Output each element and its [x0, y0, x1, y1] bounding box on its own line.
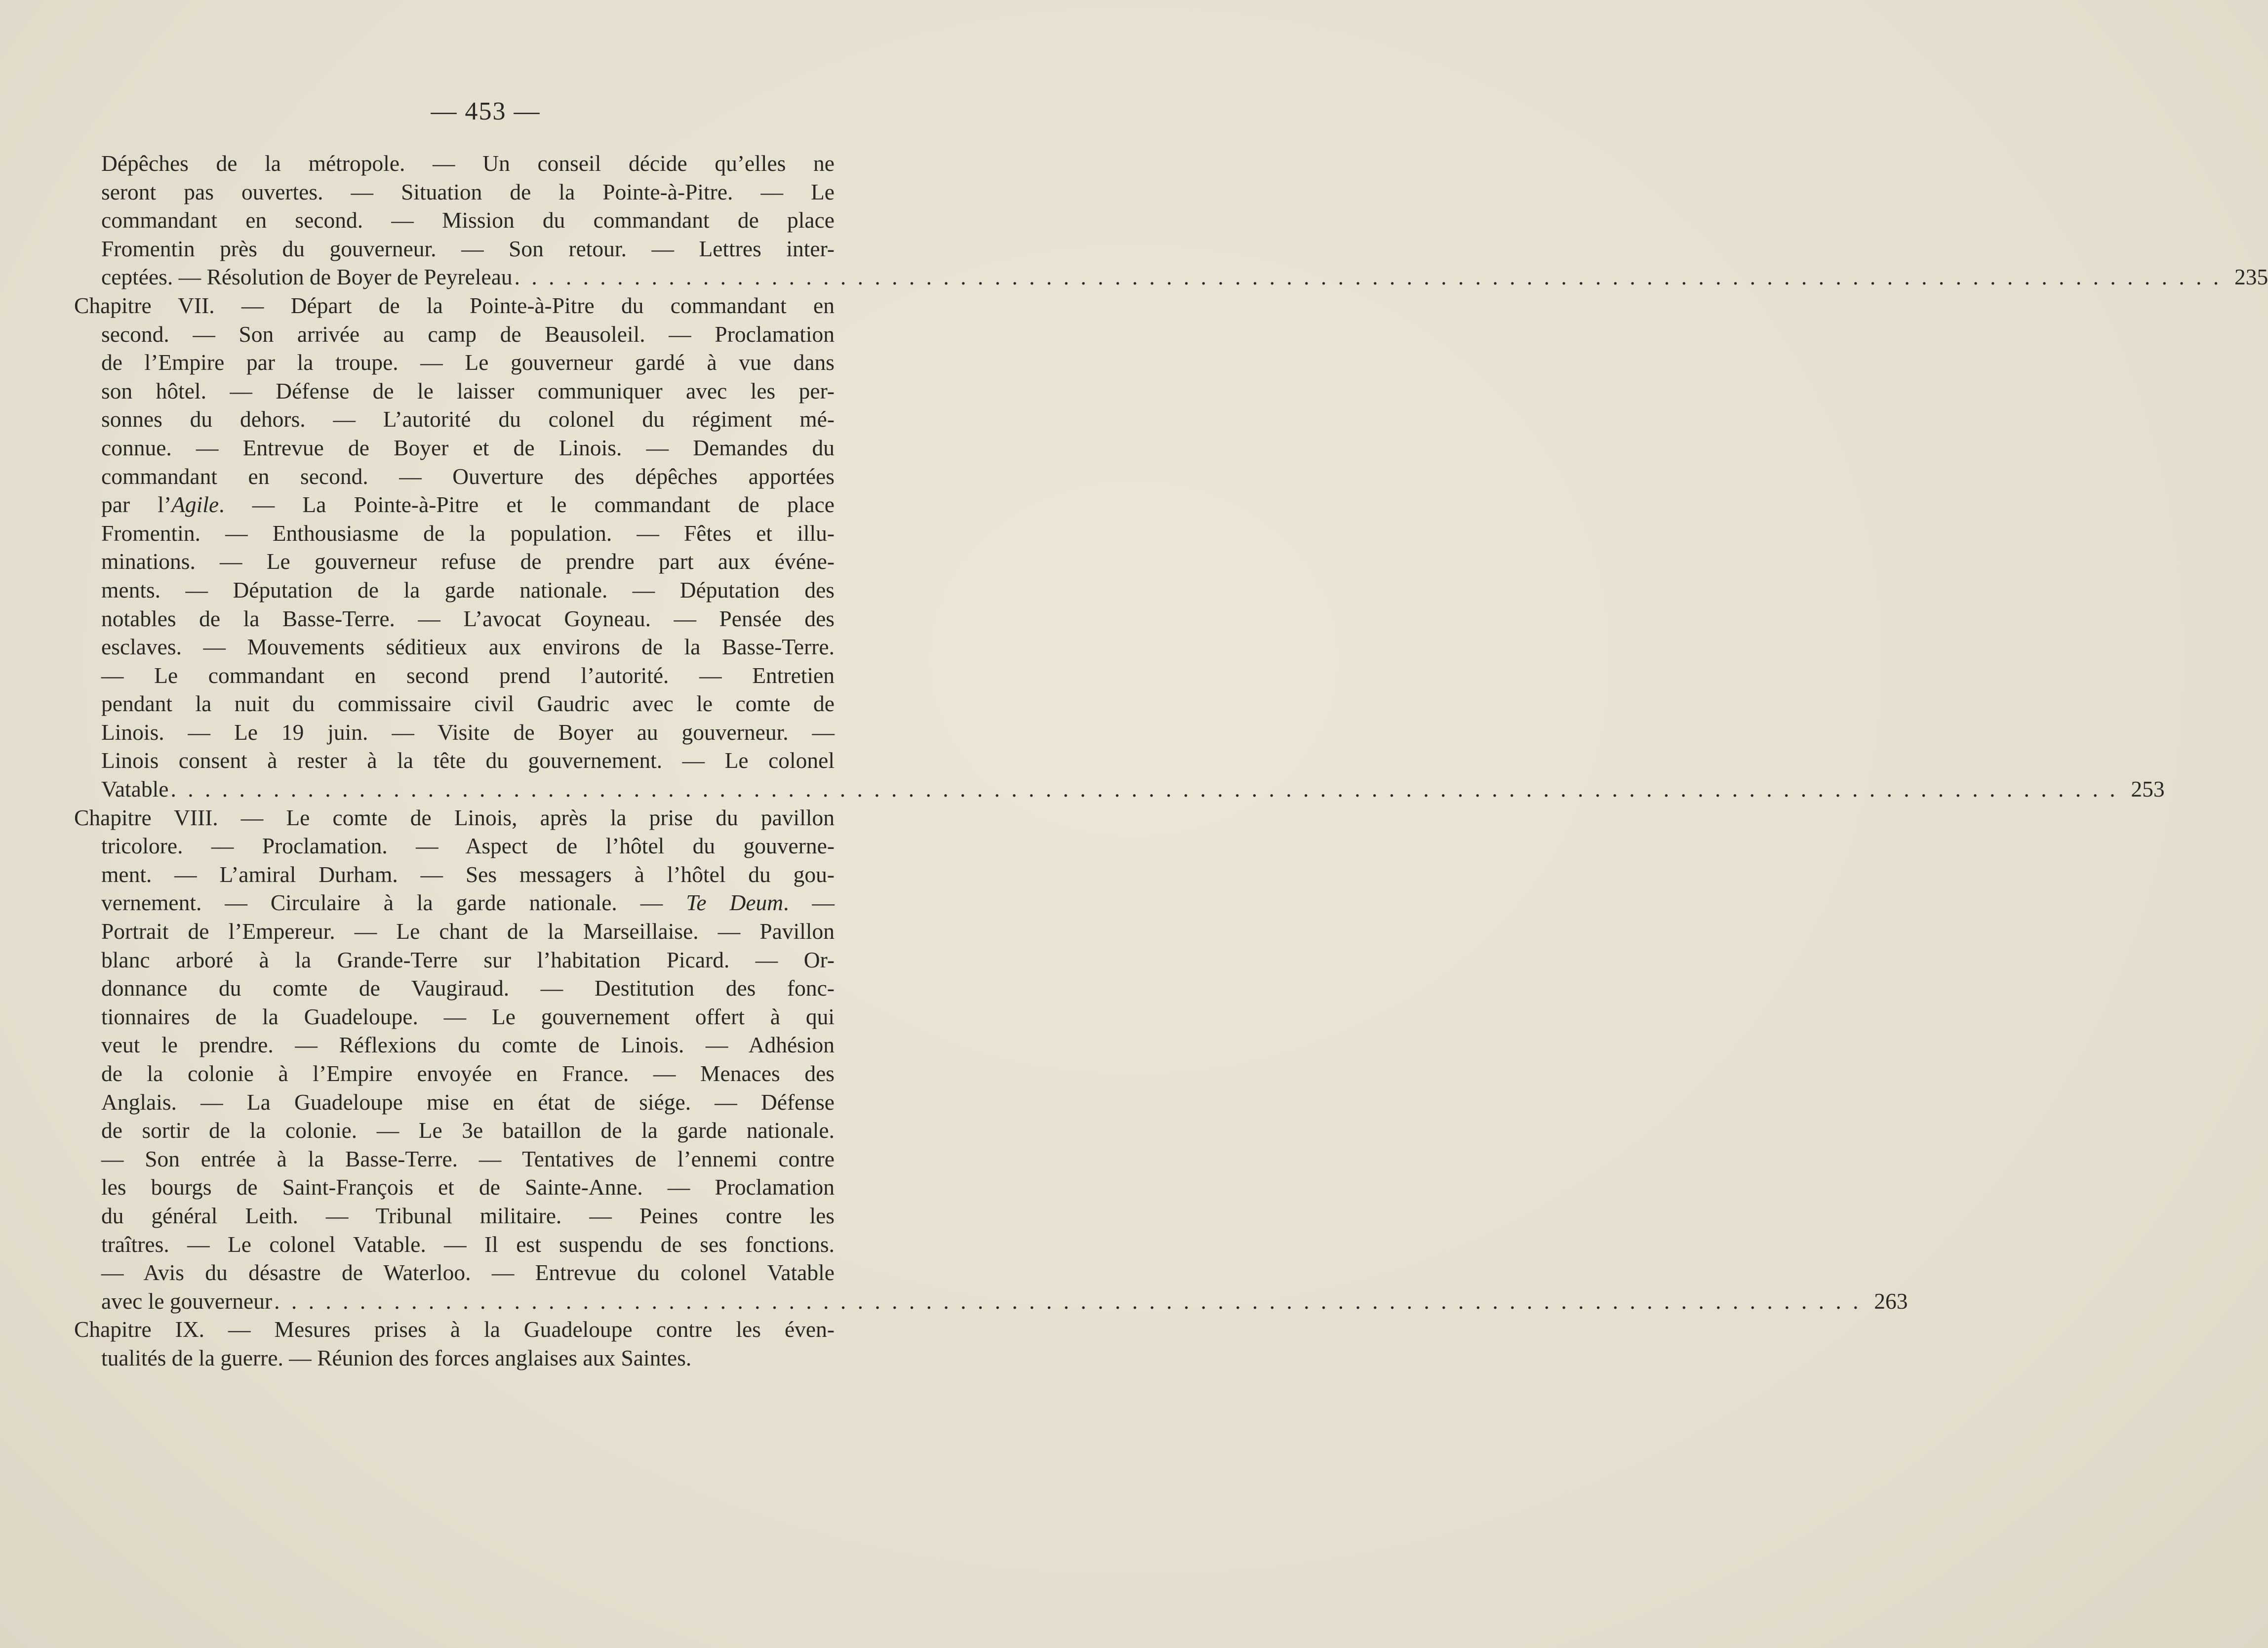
toc-line: Dépêches de la métropole. — Un conseil décide qu’elles ne — [101, 151, 835, 176]
page-number: — 453 — — [431, 97, 541, 125]
toc-line: ment. — L’amiral Durham. — Ses messagers à l’hôtel du gou- — [101, 861, 835, 887]
toc-line: les bourgs de Saint-François et de Sainte-Anne. — Proclamation — [101, 1174, 835, 1200]
toc-leader-line — [74, 263, 2268, 291]
toc-line: avec le gouverneur — [101, 1288, 273, 1314]
toc-line: minations. — Le gouverneur refuse de prendre part aux événe- — [101, 549, 835, 574]
toc-line: connue. — Entrevue de Boyer et de Linois. — Demandes du — [101, 435, 835, 460]
toc-entry-chapitre-viii — [74, 804, 1908, 1316]
toc-leader-line — [74, 1287, 1908, 1316]
toc-line: de sortir de la colonie. — Le 3e bataillon de la garde nationale. — [101, 1118, 835, 1143]
toc-leader-line — [74, 775, 2165, 804]
toc-line: tricolore. — Proclamation. — Aspect de l’hôtel du gouverne- — [101, 833, 835, 859]
toc-line: blanc arboré à la Grande-Terre sur l’habitation Picard. — Or- — [101, 947, 835, 972]
ship-name: Agile — [171, 492, 219, 518]
toc-page-ref: 263 — [1874, 1288, 1908, 1314]
toc-line: Linois. — Le 19 juin. — Visite de Boyer au gouverneur. — — [101, 719, 835, 745]
toc-entry-continuation — [74, 149, 2268, 291]
toc-line: — Son entrée à la Basse-Terre. — Tentatives de l’ennemi contre — [101, 1146, 835, 1171]
toc-line: de la colonie à l’Empire envoyée en France. — Menaces des — [101, 1061, 835, 1086]
toc-page-ref: 235 — [2234, 264, 2268, 290]
toc-chapter-heading: Chapitre IX. — Mesures prises à la Guadeloupe contre les éven- — [74, 1317, 835, 1342]
toc-line: donnance du comte de Vaugiraud. — Destitution des fonc- — [101, 975, 835, 1001]
toc-line: Portrait de l’Empereur. — Le chant de la Marseillaise. — Pavillon — [101, 919, 835, 944]
toc-line: commandant en second. — Mission du commandant de place — [101, 207, 835, 233]
toc-line: ments. — Députation de la garde nationale. — Députation des — [101, 577, 835, 603]
toc-line: Anglais. — La Guadeloupe mise en état de siége. — Défense — [101, 1089, 835, 1115]
toc-line: traîtres. — Le colonel Vatable. — Il est suspendu de ses fonctions. — [101, 1231, 835, 1257]
toc-page-ref: 253 — [2131, 776, 2165, 802]
dot-leader: . . . . . . . . . . . . . . . . . . . . . . . . . . . . . . . . . . . . . . . . . . . . . . . . . . . . . . . . . . . . . . . . . . . . . . . . . . . . . . . . . . . . . . . . . . . . . . . . . . . . — [514, 264, 2222, 290]
toc-chapter-heading: Chapitre VIII. — Le comte de Linois, après la prise du pavillon — [74, 804, 835, 830]
toc-line: tualités de la guerre. — Réunion des forces anglaises aux Saintes. — [101, 1345, 692, 1370]
toc-line: seront pas ouvertes. — Situation de la Pointe-à-Pitre. — Le — [101, 179, 835, 204]
toc-line: — Le commandant en second prend l’autorité. — Entretien — [101, 662, 835, 688]
toc-line: Vatable — [101, 776, 169, 802]
toc-entry-chapitre-ix — [74, 1315, 835, 1372]
table-of-contents — [74, 149, 2268, 1372]
toc-entry-chapitre-vii — [74, 291, 2165, 804]
toc-line: par l’Agile. — La Pointe-à-Pitre et le commandant de place — [101, 492, 835, 518]
toc-line: tionnaires de la Guadeloupe. — Le gouvernement offert à qui — [101, 1004, 835, 1029]
toc-line: second. — Son arrivée au camp de Beausoleil. — Proclamation — [101, 321, 835, 347]
toc-chapter-heading: Chapitre VII. — Départ de la Pointe-à-Pitre du commandant en — [74, 292, 835, 318]
toc-line: Linois consent à rester à la tête du gouvernement. — Le colonel — [101, 748, 835, 773]
toc-line: du général Leith. — Tribunal militaire. — Peines contre les — [101, 1203, 835, 1228]
toc-line: sonnes du dehors. — L’autorité du colonel du régiment mé- — [101, 406, 835, 432]
toc-line: son hôtel. — Défense de le laisser communiquer avec les per- — [101, 378, 835, 403]
toc-line: de l’Empire par la troupe. — Le gouverneur gardé à vue dans — [101, 350, 835, 375]
dot-leader: . . . . . . . . . . . . . . . . . . . . . . . . . . . . . . . . . . . . . . . . . . . . . . . . . . . . . . . . . . . . . . . . . . . . . . . . . . . . . . . . . . . . . . . . . . . . . . . . . . . . . . . . . . . . . . . . . . — [170, 776, 2118, 802]
toc-line: Fromentin près du gouverneur. — Son retour. — Lettres inter- — [101, 236, 835, 261]
dot-leader: . . . . . . . . . . . . . . . . . . . . . . . . . . . . . . . . . . . . . . . . . . . . . . . . . . . . . . . . . . . . . . . . . . . . . . . . . . . . . . . . . . . . . . . . . . . . . — [274, 1288, 1862, 1314]
toc-line: veut le prendre. — Réflexions du comte de Linois. — Adhésion — [101, 1032, 835, 1058]
toc-line: ceptées. — Résolution de Boyer de Peyreleau — [101, 264, 513, 290]
toc-line: pendant la nuit du commissaire civil Gaudric avec le comte de — [101, 691, 835, 717]
title-te-deum: Te Deum — [686, 890, 784, 916]
toc-line: notables de la Basse-Terre. — L’avocat Goyneau. — Pensée des — [101, 605, 835, 631]
toc-line: — Avis du désastre de Waterloo. — Entrevue du colonel Vatable — [101, 1260, 835, 1286]
toc-line: esclaves. — Mouvements séditieux aux environs de la Basse-Terre. — [101, 634, 835, 660]
toc-line: Fromentin. — Enthousiasme de la population. — Fêtes et illu- — [101, 520, 835, 546]
toc-line: vernement. — Circulaire à la garde nationale. — Te Deum. — — [101, 890, 835, 916]
toc-line: commandant en second. — Ouverture des dépêches apportées — [101, 463, 835, 489]
